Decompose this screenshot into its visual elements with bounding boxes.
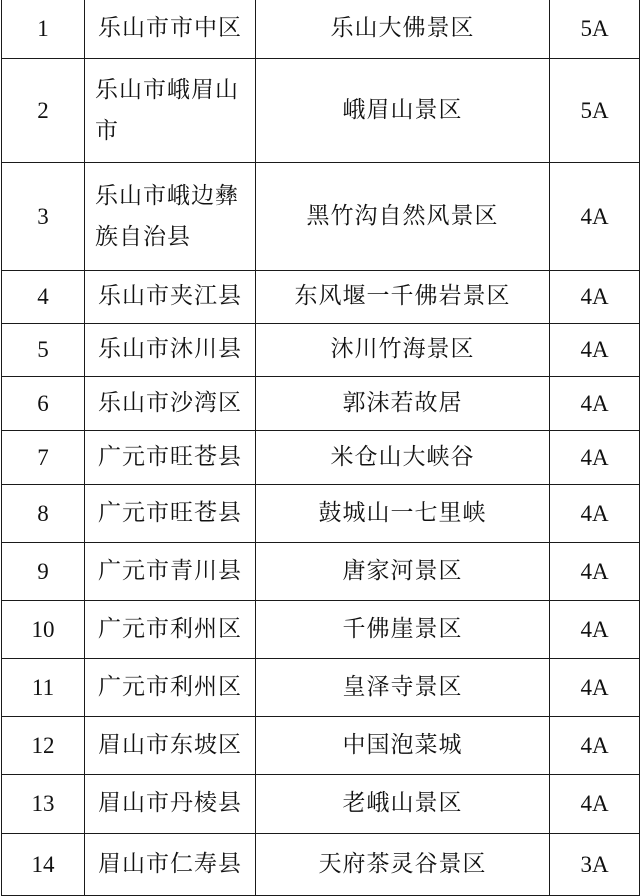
table-row (2, 834, 640, 896)
table-row (2, 431, 640, 485)
grade-cell: 4A (550, 601, 640, 659)
table-row (2, 485, 640, 543)
table-row (2, 324, 640, 377)
location-cell: 广元市利州区 (85, 659, 256, 717)
row-number: 8 (2, 485, 85, 543)
scenic-area-cell: 老峨山景区 (256, 775, 550, 834)
table-row (2, 717, 640, 775)
grade-cell: 4A (550, 324, 640, 377)
grade-cell: 4A (550, 163, 640, 271)
scenic-area-cell: 千佛崖景区 (256, 601, 550, 659)
grade-cell: 4A (550, 659, 640, 717)
row-number: 7 (2, 431, 85, 485)
row-number: 14 (2, 834, 85, 896)
scenic-area-cell: 峨眉山景区 (256, 59, 550, 163)
grade-cell: 4A (550, 377, 640, 431)
row-number: 3 (2, 163, 85, 271)
grade-cell: 4A (550, 271, 640, 324)
grade-cell: 3A (550, 834, 640, 896)
grade-cell: 4A (550, 431, 640, 485)
scenic-area-cell: 皇泽寺景区 (256, 659, 550, 717)
location-cell: 乐山市沙湾区 (85, 377, 256, 431)
table-row (2, 601, 640, 659)
location-cell: 广元市旺苍县 (85, 485, 256, 543)
scenic-area-cell: 黑竹沟自然风景区 (256, 163, 550, 271)
location-text: 乐山市峨眉山市 (95, 70, 245, 151)
location-cell: 广元市青川县 (85, 543, 256, 601)
location-cell: 眉山市丹棱县 (85, 775, 256, 834)
row-number: 9 (2, 543, 85, 601)
scenic-area-cell: 唐家河景区 (256, 543, 550, 601)
location-cell: 乐山市市中区 (85, 0, 256, 59)
row-number: 13 (2, 775, 85, 834)
row-number: 6 (2, 377, 85, 431)
grade-cell: 5A (550, 59, 640, 163)
scenic-area-cell: 沐川竹海景区 (256, 324, 550, 377)
table-row (2, 377, 640, 431)
location-cell: 乐山市夹江县 (85, 271, 256, 324)
location-cell: 广元市利州区 (85, 601, 256, 659)
location-cell (85, 163, 256, 271)
table-row (2, 775, 640, 834)
grade-cell: 4A (550, 775, 640, 834)
scenic-area-table (1, 0, 640, 896)
scenic-area-cell: 乐山大佛景区 (256, 0, 550, 59)
table-row (2, 163, 640, 271)
grade-cell: 4A (550, 485, 640, 543)
scenic-area-cell: 天府茶灵谷景区 (256, 834, 550, 896)
scenic-area-cell: 米仓山大峡谷 (256, 431, 550, 485)
scenic-area-cell: 东风堰一千佛岩景区 (256, 271, 550, 324)
location-cell (85, 59, 256, 163)
table-row (2, 59, 640, 163)
row-number: 1 (2, 0, 85, 59)
table-row (2, 543, 640, 601)
row-number: 11 (2, 659, 85, 717)
scenic-area-cell: 中国泡菜城 (256, 717, 550, 775)
table-row (2, 659, 640, 717)
location-cell: 眉山市东坡区 (85, 717, 256, 775)
grade-cell: 4A (550, 717, 640, 775)
row-number: 10 (2, 601, 85, 659)
row-number: 12 (2, 717, 85, 775)
table-row (2, 271, 640, 324)
row-number: 5 (2, 324, 85, 377)
row-number: 4 (2, 271, 85, 324)
location-text: 乐山市峨边彝族自治县 (95, 176, 245, 257)
grade-cell: 4A (550, 543, 640, 601)
scenic-area-cell: 郭沫若故居 (256, 377, 550, 431)
grade-cell: 5A (550, 0, 640, 59)
location-cell: 眉山市仁寿县 (85, 834, 256, 896)
row-number: 2 (2, 59, 85, 163)
location-cell: 广元市旺苍县 (85, 431, 256, 485)
location-cell: 乐山市沐川县 (85, 324, 256, 377)
scenic-area-cell: 鼓城山一七里峡 (256, 485, 550, 543)
table-row (2, 0, 640, 59)
